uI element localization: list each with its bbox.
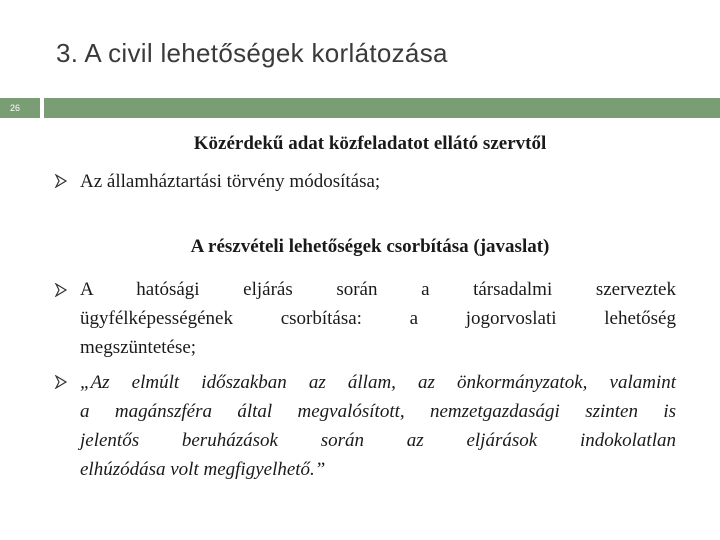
section-heading-2: A részvételi lehetőségek csorbítása (javaslat)	[190, 236, 550, 257]
bullet-item	[80, 275, 676, 362]
bullet-line: jelentős beruházások során az eljárások indokolatlan	[80, 430, 676, 451]
arrowhead-bullet-icon	[54, 375, 68, 389]
bullet-line: „Az elmúlt időszakban az állam, az önkormányzatok, valamint	[80, 372, 676, 393]
arrowhead-bullet-icon	[54, 283, 68, 297]
accent-bar	[44, 98, 720, 118]
arrowhead-bullet-icon	[54, 174, 68, 188]
section-heading-1: Közérdekű adat közfeladatot ellátó szervtől	[193, 133, 547, 154]
bullet-line: ügyfélképességének csorbítása: a jogorvoslati lehetőség	[80, 308, 676, 329]
bullet-item: Az államháztartási törvény módosítása;	[80, 171, 381, 192]
quote-bullet-item	[80, 368, 676, 484]
bullet-line: a magánszféra által megvalósított, nemzetgazdasági szinten is	[80, 401, 676, 422]
bullet-line: megszüntetése;	[80, 337, 197, 358]
bullet-line: A hatósági eljárás során a társadalmi szerveztek	[80, 279, 676, 300]
slide-number: 26	[0, 98, 40, 118]
slide-title: 3. A civil lehetőségek korlátozása	[56, 38, 448, 68]
bullet-line: elhúzódása volt megfigyelhető.”	[80, 459, 326, 480]
